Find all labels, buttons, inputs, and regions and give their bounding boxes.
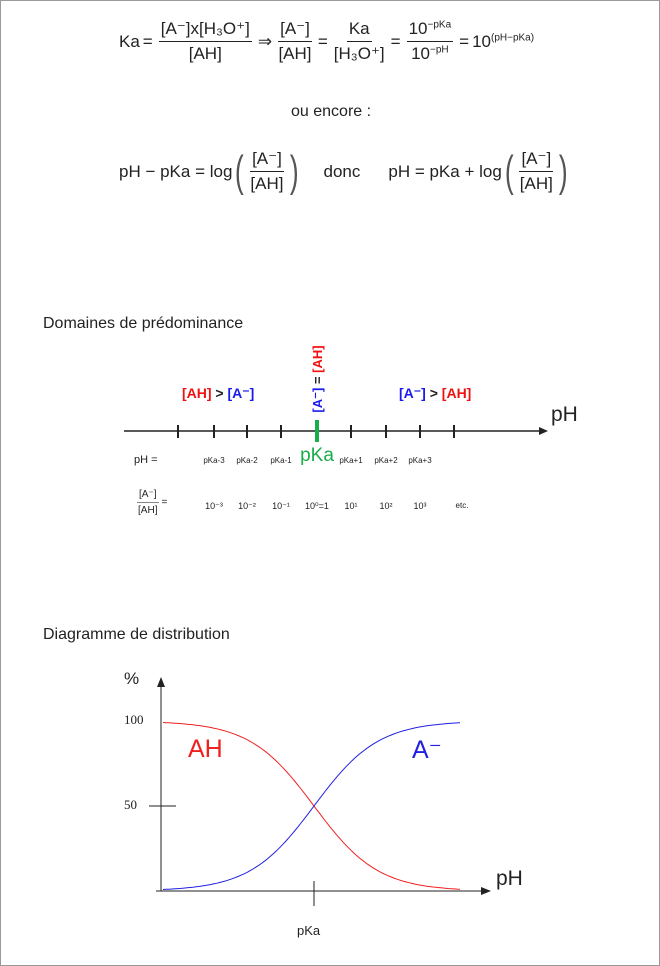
denominator: $10^{-pH}$ <box>411 44 449 63</box>
numerator: Ka <box>347 19 372 42</box>
equal-label: [A⁻] = [AH] <box>310 345 325 413</box>
ph-value: pKa-3 <box>203 456 225 465</box>
ratio-value: 10⁻¹ <box>272 501 290 511</box>
henderson-equation: pH = pKa + log <box>388 161 502 181</box>
y-axis-label: % <box>124 669 140 688</box>
denominator: [AH] <box>250 174 284 193</box>
domaines-axis <box>1 1 659 965</box>
ph-value: pKa+1 <box>339 456 363 465</box>
denominator: [H₃O⁺] <box>333 44 385 63</box>
y-tick-50: 50 <box>124 797 137 812</box>
distribution-title: Diagramme de distribution <box>43 626 230 643</box>
ph-minus-pka: pH − pKa = log <box>119 161 233 181</box>
ph-value: pKa <box>300 445 334 466</box>
numerator: [A⁻] <box>278 19 312 42</box>
donc-text: donc <box>323 161 361 181</box>
denominator: [AH] <box>188 44 222 63</box>
ph-row-label: pH = <box>134 454 158 466</box>
numerator: $10^{-pKa}$ <box>407 19 454 42</box>
ratio-value: 10¹ <box>344 501 358 511</box>
numerator: [A⁻]x[H₃O⁺] <box>159 19 252 42</box>
numerator: [A⁻] <box>519 149 553 172</box>
ratio-value: 10³ <box>413 501 427 511</box>
ratio-value: etc. <box>455 501 469 510</box>
domaines-title: Domaines de prédominance <box>43 315 244 332</box>
ratio-value: 10⁰=1 <box>305 501 329 511</box>
a-minus-series-label: A⁻ <box>412 736 442 764</box>
ratio-value: 10⁻² <box>238 501 256 511</box>
ou-encore-text: ou encore : <box>291 103 372 120</box>
ratio-value: 10⁻³ <box>205 501 223 511</box>
ka-equation: Ka = $\frac{\text{[A⁻]x[H₃O⁺]}}{[AH]}$ ⇒ $\frac{[A^-]}{[AH]}$ = $\frac{Ka}{\text{[H₃O⁺]}}$ = $\frac{10^{-pKa}}{10^{-pH}}$ = $10^{(pH-pKa)}$ <box>119 19 535 63</box>
ph-value: pKa+2 <box>374 456 398 465</box>
ph-value: pKa-1 <box>270 456 292 465</box>
denominator: [AH] <box>519 174 553 193</box>
ka-symbol: Ka <box>119 31 140 51</box>
equals: = <box>142 31 153 51</box>
denominator: [AH] <box>278 44 312 63</box>
ratio-value: 10² <box>379 501 393 511</box>
result: $10^{(pH-pKa)}$ <box>472 31 535 51</box>
base-predominance-label: [A⁻] > [AH] <box>399 385 472 401</box>
ph-equation: pH − pKa = log ( $\frac{[A^-]}{[AH]}$ ) donc pH = pKa + log ( $\frac{[A^-]}{[AH]}$ ) <box>119 146 568 196</box>
y-tick-100: 100 <box>124 712 144 727</box>
ph-value: pKa-2 <box>236 456 258 465</box>
ph-value: pKa+3 <box>408 456 432 465</box>
acid-predominance-label: [AH] > [A⁻] <box>182 385 255 401</box>
ah-series-label: AH <box>188 735 223 763</box>
ph-axis-label: pH <box>551 403 578 426</box>
numerator: [A⁻] <box>250 149 284 172</box>
x-axis-label: pH <box>496 867 523 890</box>
ratio-row-label: $\frac{[A^-]}{[AH]}$ = <box>138 489 168 516</box>
implies: ⇒ <box>257 31 273 51</box>
x-tick-pka: pKa <box>297 923 321 938</box>
